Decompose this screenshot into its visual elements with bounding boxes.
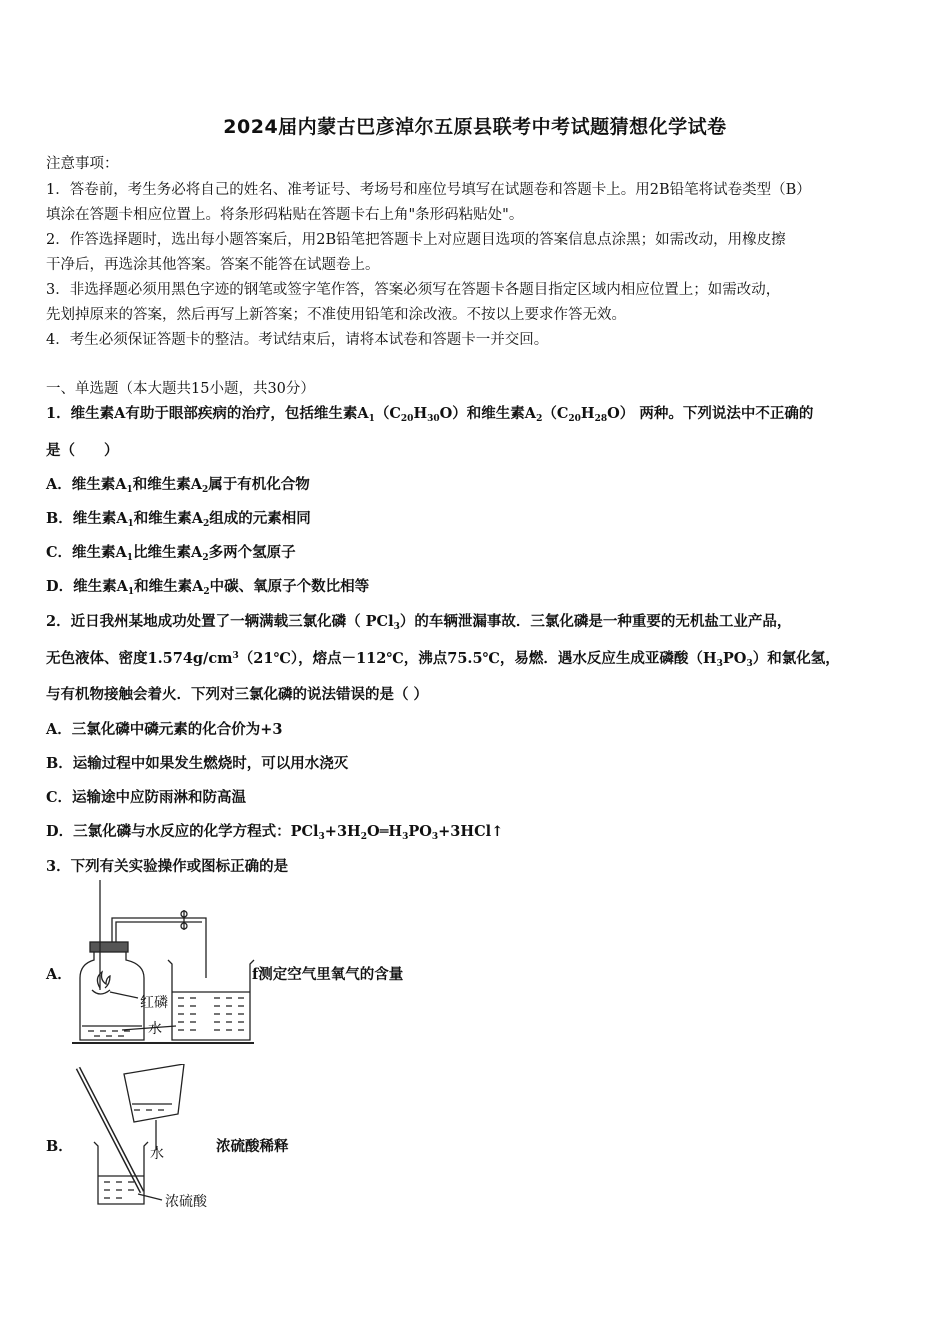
question-2-option-a: A．三氯化磷中磷元素的化合价为+3 <box>46 721 283 738</box>
notice-line: 填涂在答题卡相应位置上。将条形码粘贴在答题卡右上角"条形码粘贴处"。 <box>46 207 524 223</box>
question-1-option-a: A．维生素$A_1$和维生素$A_2$属于有机化合物 <box>46 476 310 495</box>
notice-line: 2．作答选择题时，选出每小题答案后，用2B铅笔把答题卡上对应题目选项的答案信息点涂黑；如需改动，用橡皮擦 <box>46 232 786 248</box>
oxygen-measurement-apparatus <box>72 880 257 1050</box>
question-2-option-b: B．运输过程中如果发生燃烧时，可以用水浇灭 <box>46 755 349 772</box>
question-3-option-b-letter: B． <box>46 1138 73 1155</box>
notice-heading: 注意事项： <box>46 156 119 172</box>
page-title: 2024届内蒙古巴彦淖尔五原县联考中考试题猜想化学试卷 <box>223 116 727 138</box>
question-3-option-b-text: 浓硫酸稀释 <box>216 1138 289 1155</box>
apparatus-drawing <box>72 880 257 1050</box>
question-3-option-a-letter: A． <box>46 966 72 983</box>
notice-line: 3．非选择题必须用黑色字迹的钢笔或签字笔作答，答案必须写在答题卡各题目指定区域内相应位置上；如需改动， <box>46 282 781 298</box>
question-1-option-c: C．维生素$A_1$比维生素$A_2$多两个氢原子 <box>46 544 296 563</box>
question-3-stem: 3．下列有关实验操作或图标正确的是 <box>46 858 289 875</box>
question-1-stem: 1．维生素A有助于眼部疾病的治疗，包括维生素$A_1(C_{20}H_{30}O)$和维生素$A_2(C_{20}H_{28}O)$ 两种。下列说法中不正确的 <box>46 405 814 424</box>
label-red-phosphorus: 红磷 <box>140 995 168 1011</box>
question-1-option-b: B．维生素$A_1$和维生素$A_2$组成的元素相同 <box>46 510 311 529</box>
question-1-stem-cont: 是（ ） <box>46 442 119 459</box>
question-2-stem-cont: 无色液体、密度$1.574g/cm^3(21℃)$，熔点－112℃，沸点75.5℃，易燃．遇水反应生成亚磷酸$(H_3PO_3)$和氯化氢， <box>46 650 840 669</box>
label-water-b: 水 <box>150 1146 164 1162</box>
notice-line: 1．答卷前，考生务必将自己的姓名、准考证号、考场号和座位号填写在试题卷和答题卡上。用2B铅笔将试卷类型（B） <box>46 182 811 198</box>
notice-line: 4．考生必须保证答题卡的整洁。考试结束后，请将本试卷和答题卡一并交回。 <box>46 332 549 348</box>
question-2-stem: 2．近日我州某地成功处置了一辆满载三氯化磷（ PCl$_3$）的车辆泄漏事故．三氯化磷是一种重要的无机盐工业产品， <box>46 613 792 632</box>
question-2-option-c: C．运输途中应防雨淋和防高温 <box>46 789 247 806</box>
notice-line: 先划掉原来的答案，然后再写上新答案；不准使用铅笔和涂改液。不按以上要求作答无效。 <box>46 307 626 323</box>
label-water: 水 <box>148 1021 162 1037</box>
question-1-option-d: D．维生素$A_1$和维生素$A_2$中碳、氧原子个数比相等 <box>46 578 370 597</box>
label-conc-sulfuric-acid: 浓硫酸 <box>165 1194 207 1210</box>
question-2-stem-cont: 与有机物接触会着火．下列对三氯化磷的说法错误的是（ ） <box>46 686 429 703</box>
question-2-option-d: D．三氯化磷与水反应的化学方程式：$PCl_3+3H_2O═H_3PO_3+3HCl↑$ <box>46 823 504 842</box>
notice-line: 干净后，再选涂其他答案。答案不能答在试题卷上。 <box>46 257 380 273</box>
section-heading: 一、单选题（本大题共15小题，共30分） <box>46 381 315 397</box>
question-3-option-a-text: f测定空气里氧气的含量 <box>252 966 404 983</box>
